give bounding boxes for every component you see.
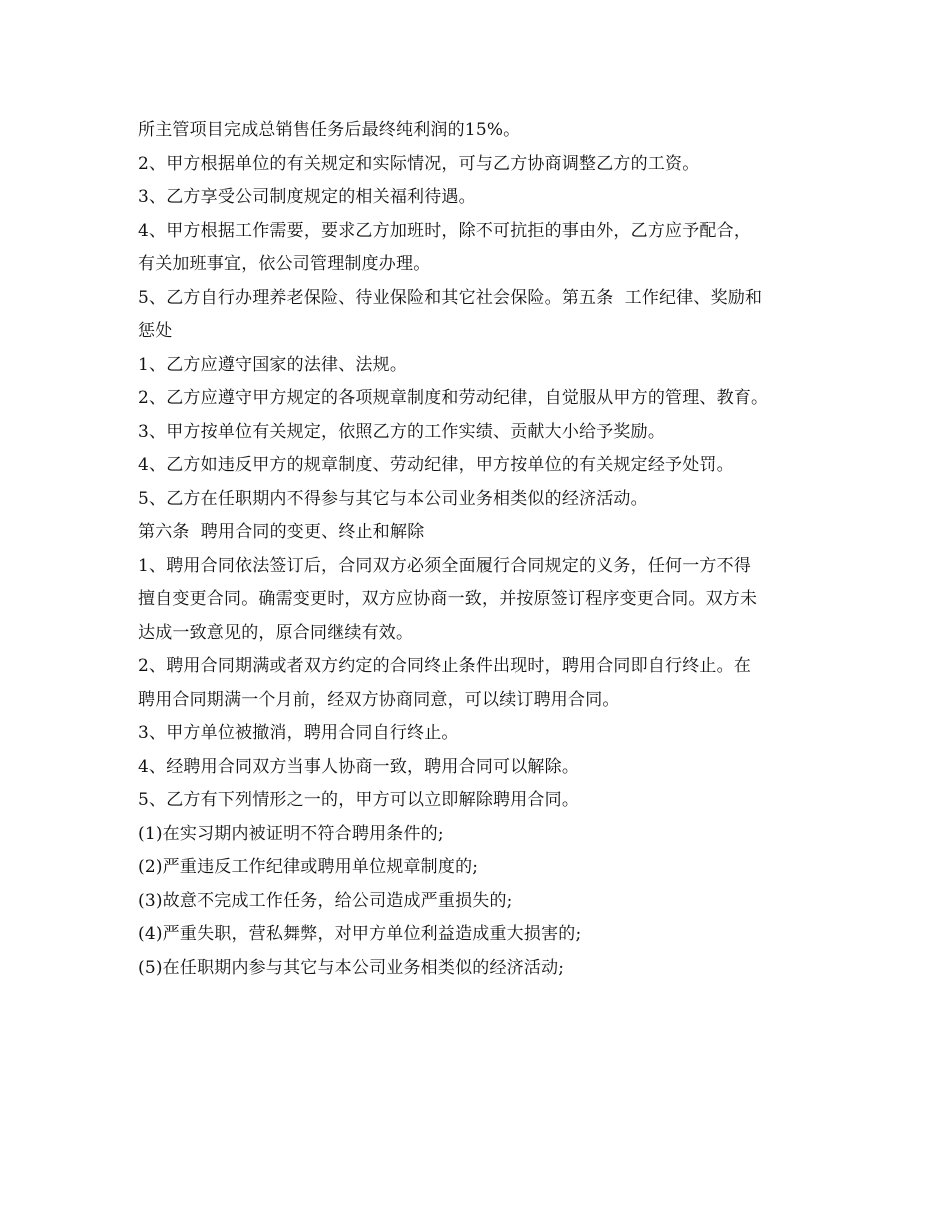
text-line: 5、乙方自行办理养老保险、待业保险和其它社会保险。第五条 工作纪律、奖励和 (138, 287, 763, 308)
text-line: 3、甲方单位被撤消，聘用合同自行终止。 (138, 723, 459, 743)
text-line: 惩处 (138, 321, 173, 341)
list-item: (1)在实习期内被证明不符合聘用条件的; (138, 823, 444, 844)
text-line: 5、乙方在任职期内不得参与其它与本公司业务相类似的经济活动。 (138, 488, 648, 509)
text-line: 2、聘用合同期满或者双方约定的合同终止条件出现时，聘用合同即自行终止。在 (138, 656, 752, 676)
text-line: 2、乙方应遵守甲方规定的各项规章制度和劳动纪律，自觉服从甲方的管理、教育。 (138, 388, 769, 408)
text-line: 所主管项目完成总销售任务后最终纯利润的15%。 (138, 120, 521, 140)
text-line: 1、乙方应遵守国家的法律、法规。 (138, 354, 408, 375)
text-line: 3、甲方按单位有关规定，依照乙方的工作实绩、贡献大小给予奖励。 (138, 421, 666, 442)
list-item: (5)在任职期内参与其它与本公司业务相类似的经济活动; (138, 957, 565, 978)
text-line: 达成一致意见的，原合同继续有效。 (138, 622, 414, 643)
text-line: 擅自变更合同。确需变更时，双方应协商一致，并按原签订程序变更合同。双方未 (138, 589, 758, 609)
text-line: 5、乙方有下列情形之一的，甲方可以立即解除聘用合同。 (138, 790, 580, 810)
list-item: (2)严重违反工作纪律或聘用单位规章制度的; (138, 857, 479, 877)
text-line: 有关加班事宜，依公司管理制度办理。 (138, 254, 431, 274)
text-line: 4、甲方根据工作需要，要求乙方加班时，除不可抗拒的事由外，乙方应予配合， (138, 220, 752, 241)
text-line: 2、甲方根据单位的有关规定和实际情况，可与乙方协商调整乙方的工资。 (138, 153, 700, 174)
text-line: 1、聘用合同依法签订后，合同双方必须全面履行合同规定的义务，任何一方不得 (138, 555, 752, 576)
document-body (138, 114, 818, 985)
text-line: 3、乙方享受公司制度规定的相关福利待遇。 (138, 187, 476, 207)
text-line: 聘用合同期满一个月前，经双方协商同意，可以续订聘用合同。 (138, 689, 620, 710)
list-item: (4)严重失职，营私舞弊，对甲方单位利益造成重大损害的; (138, 924, 582, 944)
list-item: (3)故意不完成工作任务，给公司造成严重损失的; (138, 890, 513, 911)
text-line: 4、乙方如违反甲方的规章制度、劳动纪律，甲方按单位的有关规定经予处罚。 (138, 455, 734, 475)
text-line: 4、经聘用合同双方当事人协商一致，聘用合同可以解除。 (138, 756, 580, 777)
section-heading: 第六条 聘用合同的变更、终止和解除 (138, 522, 425, 542)
